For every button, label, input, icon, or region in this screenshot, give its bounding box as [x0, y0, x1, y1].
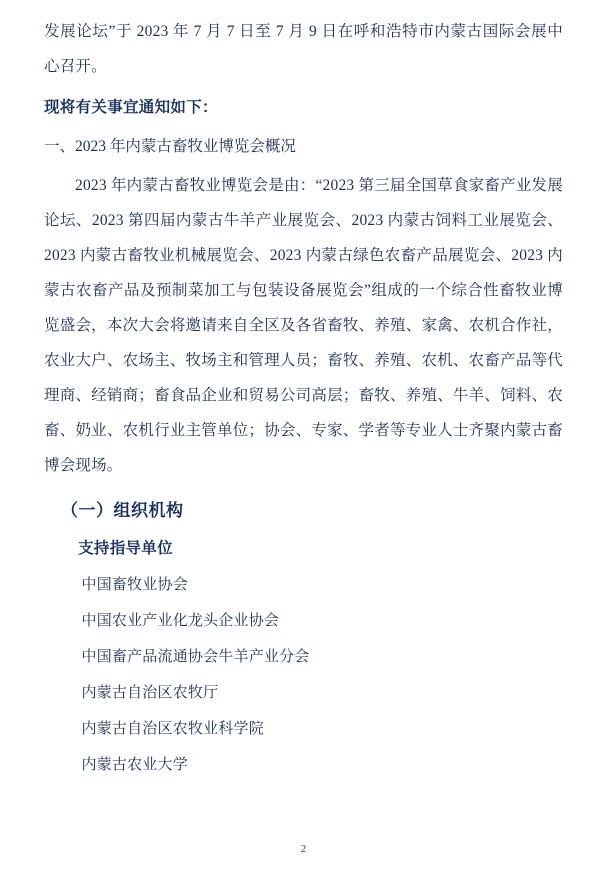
support-unit-label: 支持指导单位	[78, 540, 173, 557]
page-number: 2	[300, 843, 307, 855]
list-item: 中国农业产业化龙头企业协会	[81, 613, 280, 629]
continued-paragraph: 发展论坛”于 2023 年 7 月 7 日至 7 月 9 日在呼和浩特市内蒙古国际会展中心召开。	[44, 23, 563, 75]
spacer	[44, 483, 563, 491]
list-item: 内蒙古农业大学	[81, 757, 188, 773]
list-item: 中国畜产品流通协会牛羊产业分会	[81, 649, 310, 665]
list-item: 内蒙古自治区农牧厅	[81, 685, 219, 701]
section-one-body: 2023 年内蒙古畜牧业博览会是由：“2023 第三届全国草食家畜产业发展论坛、2023 第四届内蒙古牛羊产业展览会、2023 内蒙古饲料工业展览会、2023 内蒙古畜牧业机械展览会、2023 内蒙古绿色农畜产品展览会、2023 内蒙古农畜产品及预制菜加工与包装设备展览会”组成的一个综合性畜牧业博览盛会，本次大会将邀请来自全区及各省畜牧、养殖、家禽、农机合作社，农业大户、农场主、牧场主和管理人员；畜牧、养殖、农机、农畜产品等代理商、经销商；畜食品企业和贸易公司高层；畜牧、养殖、牛羊、饲料、农畜、奶业、农机行业主管单位；协会、专家、学者等专业人士齐聚内蒙古畜博会现场。	[44, 177, 563, 474]
section-one-title: 一、2023 年内蒙古畜牧业博览会概况	[44, 138, 296, 155]
notice-heading: 现将有关事宜通知如下：	[44, 99, 218, 116]
subsection-title: （一）组织机构	[61, 501, 184, 520]
list-item: 内蒙古自治区农牧业科学院	[81, 721, 264, 737]
list-item: 中国畜牧业协会	[81, 577, 188, 593]
